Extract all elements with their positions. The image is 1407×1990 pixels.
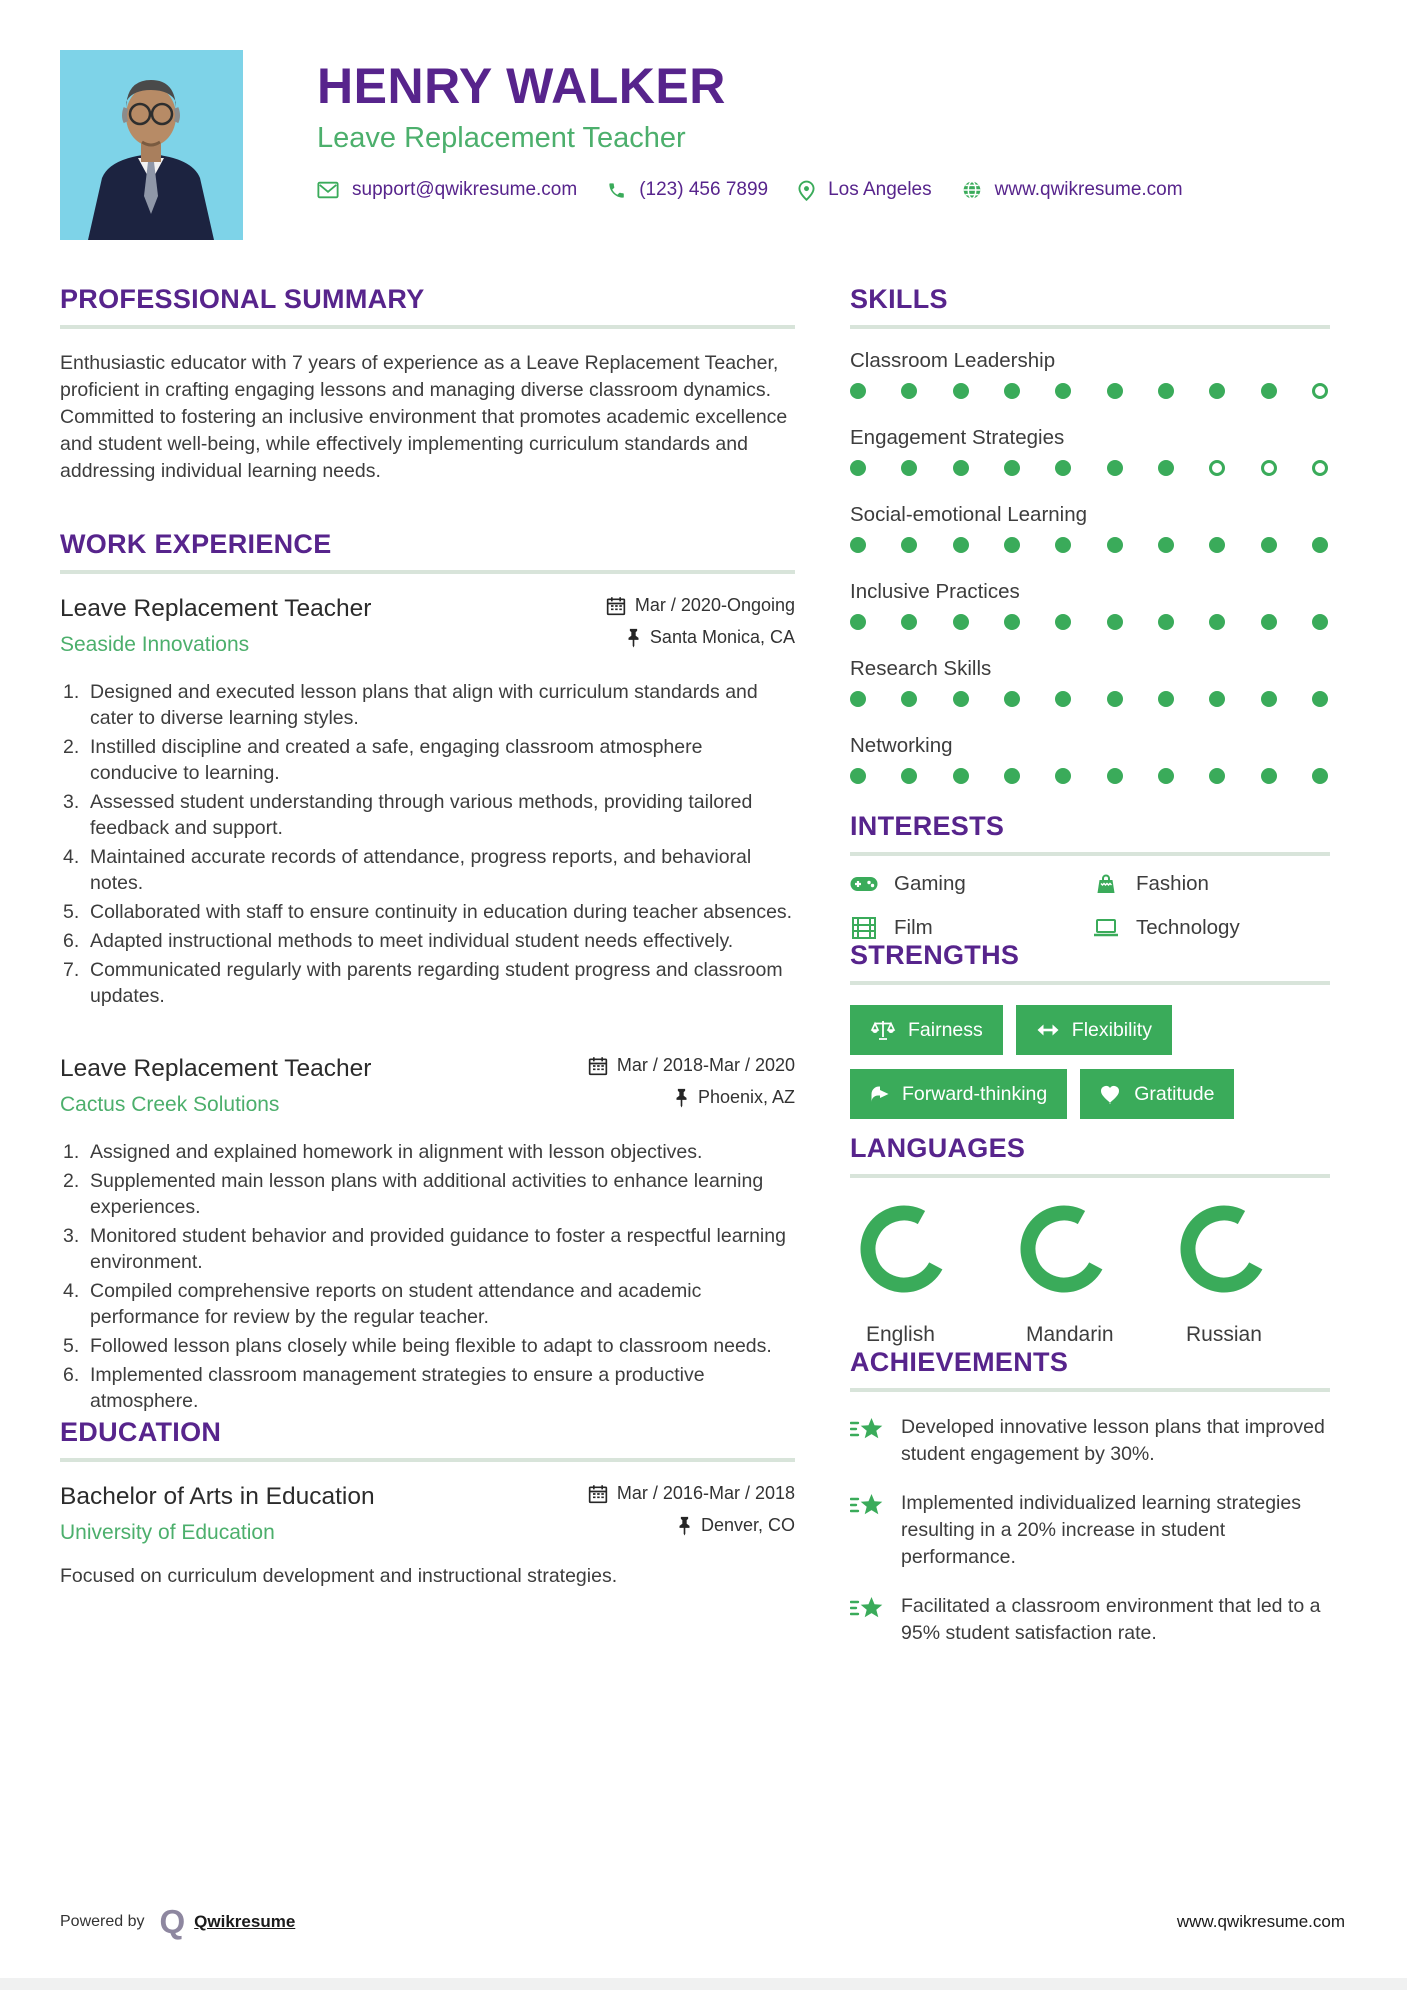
skill-name: Social-emotional Learning [850,503,1088,526]
strength-label: Flexibility [1071,1018,1152,1041]
skills-list [850,349,1330,784]
skill-name: Research Skills [850,657,992,680]
pushpin-icon [677,1516,692,1536]
language-level-ring [1018,1203,1170,1300]
skill-dot-filled [1004,383,1020,399]
skill-dot-filled [1158,383,1174,399]
profile-photo [60,50,243,240]
job-location: Phoenix, AZ [697,1087,795,1107]
strengths-heading: STRENGTHS [850,940,1020,970]
strength-badge [850,1069,1067,1119]
job-header [60,1055,795,1119]
skill-dot-filled [1209,383,1225,399]
achievements-heading: ACHIEVEMENTS [850,1347,1069,1377]
skill-dot-filled [901,691,917,707]
job-title: Leave Replacement Teacher [317,122,686,154]
divider [850,981,1330,985]
skill-entry [850,349,1330,399]
interest-item [850,872,1092,896]
skill-dot-filled [1004,614,1020,630]
skill-dot-filled [1107,537,1123,553]
skill-dot-filled [1055,383,1071,399]
skill-dot-filled [1312,537,1328,553]
skill-dot-filled [953,614,969,630]
skill-dot-filled [1261,537,1277,553]
summary-text: Enthusiastic educator with 7 years of experience as a Leave Replacement Teacher, proficient in crafting engaging lessons and managing diverse classroom dynamics. Committed to fostering an inclusive environment that promotes academic excellence and student well-being, while effectively implementing curriculum standards and addressing individual learning needs. [60,352,788,482]
strength-label: Fairness [908,1018,983,1041]
skill-dot-empty [1312,460,1328,476]
job-dates-row [588,1055,795,1076]
interest-item [850,916,1092,940]
interest-label: Film [894,916,933,939]
calendar-icon [588,1056,608,1076]
interests-list [850,872,1330,940]
job-duty-item: Designed and executed lesson plans that align with curriculum standards and cater to diverse learning styles. [90,681,758,729]
divider [60,325,795,329]
skill-dot-filled [1004,460,1020,476]
interest-item [1092,872,1330,896]
job-duty-item: Monitored student behavior and provided guidance to foster a respectful learning environment. [90,1225,786,1273]
shooting-star-icon [850,1493,884,1571]
job-duty-item: Followed lesson plans closely while being flexible to adapt to classroom needs. [90,1335,772,1357]
job-duty-item: Supplemented main lesson plans with additional activities to enhance learning experiences. [90,1170,764,1218]
languages-list [850,1203,1330,1347]
school-name: University of Education [60,1521,275,1544]
divider [850,852,1330,856]
job-position-title: Leave Replacement Teacher [60,1055,372,1082]
achievement-text: Implemented individualized learning strategies resulting in a 20% increase in student performance. [901,1492,1301,1568]
skill-dot-filled [1158,537,1174,553]
degree-title: Bachelor of Arts in Education [60,1483,375,1510]
language-name: Mandarin [1026,1323,1114,1346]
strengths-list [850,1005,1330,1133]
gamepad-icon [850,875,878,893]
skill-dot-filled [953,460,969,476]
skill-dot-filled [1004,691,1020,707]
person-name: HENRY WALKER [317,58,726,114]
skill-level-dots [850,383,1328,399]
left-column [60,284,795,1647]
job-header-left [60,595,371,659]
contact-row [317,179,1213,201]
skill-name: Networking [850,734,953,757]
language-item [1010,1203,1170,1347]
skill-dot-filled [850,383,866,399]
right-column [850,284,1330,1647]
skill-entry [850,657,1330,707]
skill-dot-filled [1107,614,1123,630]
skill-dot-empty [1312,383,1328,399]
skill-dot-filled [1158,460,1174,476]
contact-phone-text: (123) 456 7899 [639,179,769,200]
skill-dot-filled [1055,768,1071,784]
divider [850,325,1330,329]
strength-badge [1016,1005,1172,1055]
powered-by-label: Powered by [60,1912,145,1930]
strength-label: Forward-thinking [902,1082,1048,1105]
skill-dot-filled [1055,614,1071,630]
language-item [850,1203,1010,1347]
skill-dot-empty [1261,460,1277,476]
education-description: Focused on curriculum development and instructional strategies. [60,1565,618,1587]
skill-dot-filled [901,768,917,784]
interest-label: Technology [1136,916,1240,939]
skill-dot-filled [1261,383,1277,399]
skill-dot-filled [1004,768,1020,784]
skill-dot-filled [1158,768,1174,784]
skill-entry [850,426,1330,476]
company-name: Seaside Innovations [60,633,250,656]
header-info [317,50,1213,240]
contact-website[interactable] [962,179,1183,201]
shooting-star-icon [850,1596,884,1647]
achievement-text: Facilitated a classroom environment that led to a 95% student satisfaction rate. [901,1595,1321,1644]
divider [60,1458,795,1462]
footer [60,1905,1345,1938]
skill-dot-filled [1004,537,1020,553]
skill-level-dots [850,614,1328,630]
skill-dot-filled [1158,614,1174,630]
job-header [60,595,795,659]
left-right-arrow-icon [1036,1023,1060,1037]
company-name: Cactus Creek Solutions [60,1093,280,1116]
job-duty-item: Assigned and explained homework in alignment with lesson objectives. [90,1141,703,1163]
skill-entry [850,580,1330,630]
skill-dot-filled [1209,768,1225,784]
skill-dot-filled [850,691,866,707]
skill-dot-filled [1209,614,1225,630]
skill-level-dots [850,460,1328,476]
skill-dot-filled [953,768,969,784]
skill-dot-filled [901,383,917,399]
phone-icon [607,181,626,200]
job-location-row [588,1087,795,1108]
jobs [60,595,795,1414]
job-duties-list [60,679,795,1009]
strength-badge [1080,1069,1234,1119]
contact-email-text: support@qwikresume.com [352,179,578,200]
skill-dot-filled [901,537,917,553]
skill-dot-filled [1055,691,1071,707]
job-duty-item: Instilled discipline and created a safe, engaging classroom atmosphere conducive to learning. [90,736,703,784]
skill-name: Inclusive Practices [850,580,1020,603]
interest-label: Gaming [894,872,966,895]
skill-dot-filled [1261,691,1277,707]
language-level-ring [858,1203,1010,1300]
skill-dot-filled [1312,691,1328,707]
job-entry [60,1055,795,1414]
body-columns [0,284,1407,1647]
interest-item [1092,916,1330,940]
job-duty-item: Compiled comprehensive reports on student attendance and academic performance for review by the regular teacher. [90,1280,702,1328]
language-item [1170,1203,1330,1347]
location-pin-icon [798,180,815,201]
language-name: English [866,1323,935,1346]
skill-dot-empty [1209,460,1225,476]
page-bottom-strip [0,1978,1407,1990]
job-meta [606,595,795,659]
divider [850,1174,1330,1178]
skill-level-dots [850,768,1328,784]
skills-heading: SKILLS [850,284,948,314]
languages-heading: LANGUAGES [850,1133,1026,1163]
skill-name: Engagement Strategies [850,426,1065,449]
pushpin-icon [626,628,641,648]
skill-dot-filled [1158,691,1174,707]
strength-badge [850,1005,1003,1055]
achievement-item [850,1593,1330,1647]
skill-level-dots [850,691,1328,707]
contact-phone [607,179,768,201]
interest-label: Fashion [1136,872,1209,895]
skill-dot-filled [953,691,969,707]
skill-dot-filled [1107,691,1123,707]
contact-location [798,179,932,201]
job-location: Santa Monica, CA [649,627,795,647]
achievement-item [850,1490,1330,1571]
work-heading: WORK EXPERIENCE [60,529,332,559]
skill-dot-filled [850,768,866,784]
language-level-ring [1178,1203,1330,1300]
achievements-list [850,1414,1330,1647]
scales-icon [870,1019,896,1041]
calendar-icon [606,596,626,616]
education-heading: EDUCATION [60,1417,222,1447]
job-duty-item: Collaborated with staff to ensure continuity in education during teacher absences. [90,901,793,923]
job-meta [588,1055,795,1119]
skill-level-dots [850,537,1328,553]
summary-heading: PROFESSIONAL SUMMARY [60,284,425,314]
job-duty-item: Assessed student understanding through various methods, providing tailored feedback and support. [90,791,753,839]
skill-dot-filled [1055,537,1071,553]
skill-dot-filled [901,460,917,476]
qwikresume-link[interactable]: Qwikresume [194,1911,296,1931]
contact-location-text: Los Angeles [828,179,932,200]
skill-dot-filled [1312,768,1328,784]
skill-dot-filled [850,460,866,476]
skill-dot-filled [1312,614,1328,630]
job-dates: Mar / 2018-Mar / 2020 [616,1055,795,1075]
skill-dot-filled [850,537,866,553]
job-duty-item: Communicated regularly with parents regarding student progress and classroom updates. [90,959,783,1007]
job-location-row [606,627,795,648]
header [0,0,1407,240]
skill-dot-filled [1261,768,1277,784]
job-duty-item: Implemented classroom management strategies to ensure a productive atmosphere. [90,1364,705,1412]
globe-icon [962,180,982,200]
handbag-icon [1092,872,1120,896]
heart-icon [1100,1085,1122,1104]
achievement-item [850,1414,1330,1468]
calendar-icon [588,1484,608,1504]
skill-dot-filled [850,614,866,630]
pushpin-icon [674,1088,689,1108]
education-dates: Mar / 2016-Mar / 2018 [616,1483,795,1503]
job-dates-row [606,595,795,616]
email-icon [317,181,339,199]
skill-dot-filled [901,614,917,630]
skill-dot-filled [1055,460,1071,476]
divider [850,1388,1330,1392]
qwikresume-logo: Q [159,1903,186,1940]
job-header-left [60,1055,371,1119]
job-position-title: Leave Replacement Teacher [60,595,372,622]
laptop-icon [1092,918,1120,938]
skill-dot-filled [1107,768,1123,784]
job-dates: Mar / 2020-Ongoing [634,595,795,615]
skill-entry [850,734,1330,784]
shooting-star-icon [850,1417,884,1468]
skill-dot-filled [1107,383,1123,399]
contact-email[interactable] [317,179,577,201]
achievement-text: Developed innovative lesson plans that improved student engagement by 30%. [901,1416,1325,1465]
skill-dot-filled [1209,691,1225,707]
right-arrow-icon [870,1085,890,1103]
film-icon [850,917,878,939]
strength-label: Gratitude [1134,1082,1215,1105]
job-duty-item: Adapted instructional methods to meet individual student needs effectively. [90,930,734,952]
profile-photo-illustration [60,50,243,240]
footer-website-link[interactable]: www.qwikresume.com [1176,1911,1345,1931]
interests-heading: INTERESTS [850,811,1005,841]
skill-dot-filled [1209,537,1225,553]
skill-dot-filled [953,383,969,399]
education-location: Denver, CO [700,1515,795,1535]
skill-dot-filled [953,537,969,553]
job-duties-list [60,1139,795,1414]
skill-dot-filled [1261,614,1277,630]
job-duty-item: Maintained accurate records of attendance, progress reports, and behavioral notes. [90,846,752,894]
divider [60,570,795,574]
job-entry [60,595,795,1009]
education-entry [60,1483,795,1588]
skill-dot-filled [1107,460,1123,476]
language-name: Russian [1186,1323,1262,1346]
skill-entry [850,503,1330,553]
contact-website-text: www.qwikresume.com [994,179,1183,200]
skill-name: Classroom Leadership [850,349,1056,372]
